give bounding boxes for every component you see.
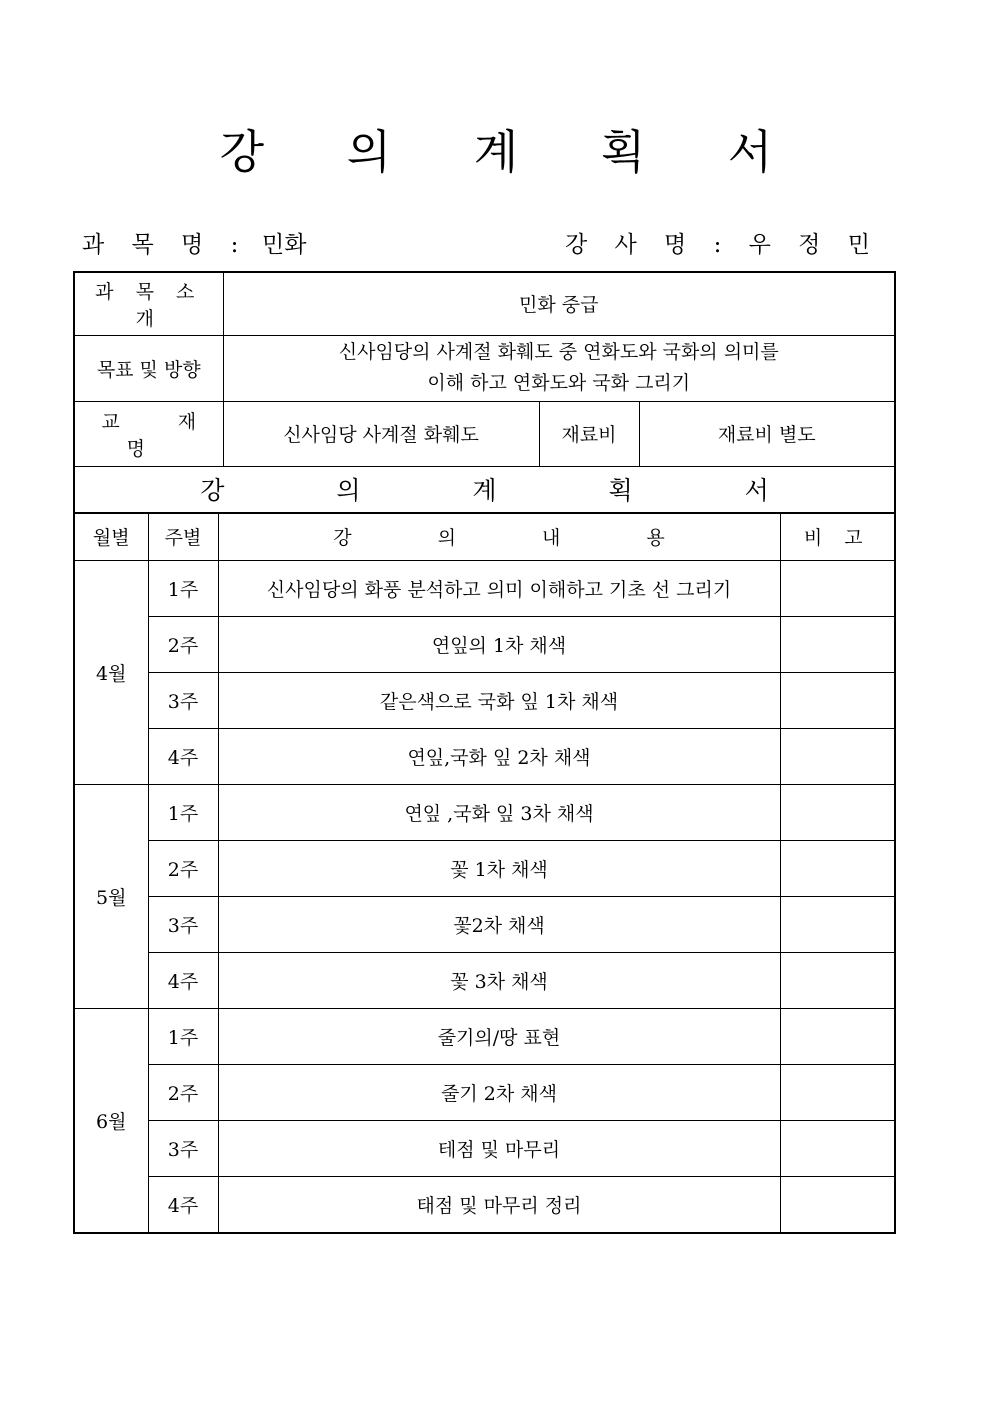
week-cell: 3주 xyxy=(148,1121,218,1177)
goal-value xyxy=(223,335,895,401)
subject-row xyxy=(82,228,307,262)
goal-line-1: 신사임당의 사계절 화훼도 중 연화도와 국화의 의미를 xyxy=(338,341,779,363)
note-cell xyxy=(780,1121,895,1177)
week-header: 주별 xyxy=(148,513,218,561)
schedule-row xyxy=(74,953,895,1009)
note-cell xyxy=(780,617,895,673)
content-cell: 테점 및 마무리 xyxy=(218,1121,780,1177)
schedule-row xyxy=(74,1177,895,1233)
month-cell: 5월 xyxy=(74,785,148,1009)
note-cell xyxy=(780,1065,895,1121)
note-cell xyxy=(780,953,895,1009)
document-title: 강 의 계 획 서 xyxy=(219,125,807,179)
intro-label: 과 목 소 개 xyxy=(74,272,223,335)
content-cell: 같은색으로 국화 잎 1차 채색 xyxy=(218,673,780,729)
note-cell xyxy=(780,1177,895,1233)
schedule-header-row xyxy=(74,513,895,561)
content-cell: 줄기의/땅 표현 xyxy=(218,1009,780,1065)
goal-line-2: 이해 하고 연화도와 국화 그리기 xyxy=(427,372,691,394)
schedule-row xyxy=(74,897,895,953)
content-cell: 연잎의 1차 채색 xyxy=(218,617,780,673)
instructor-label: 강 사 명 : 우 정 민 xyxy=(565,232,880,258)
week-cell: 2주 xyxy=(148,841,218,897)
week-cell: 1주 xyxy=(148,561,218,617)
month-header: 월별 xyxy=(74,513,148,561)
schedule-row xyxy=(74,785,895,841)
month-cell: 4월 xyxy=(74,561,148,785)
month-cell: 6월 xyxy=(74,1009,148,1233)
subject-label: 과 목 명 : xyxy=(82,232,249,258)
schedule-row xyxy=(74,561,895,617)
schedule-row xyxy=(74,1009,895,1065)
schedule-row xyxy=(74,841,895,897)
subject-value: 민화 xyxy=(262,232,307,258)
goal-label: 목표 및 방향 xyxy=(74,335,223,401)
textbook-label: 교 재 명 xyxy=(74,401,223,466)
course-info-table xyxy=(73,271,896,514)
fee-value: 재료비 별도 xyxy=(639,401,895,466)
note-cell xyxy=(780,841,895,897)
content-cell: 연잎,국화 잎 2차 채색 xyxy=(218,729,780,785)
fee-label: 재료비 xyxy=(539,401,639,466)
content-cell: 꽃 3차 채색 xyxy=(218,953,780,1009)
content-cell: 연잎 ,국화 잎 3차 채색 xyxy=(218,785,780,841)
week-cell: 2주 xyxy=(148,617,218,673)
content-cell: 줄기 2차 채색 xyxy=(218,1065,780,1121)
textbook-value: 신사임당 사계절 화훼도 xyxy=(223,401,539,466)
week-cell: 1주 xyxy=(148,1009,218,1065)
week-cell: 3주 xyxy=(148,897,218,953)
week-cell: 3주 xyxy=(148,673,218,729)
content-cell: 꽃 1차 채색 xyxy=(218,841,780,897)
week-cell: 4주 xyxy=(148,1177,218,1233)
note-cell xyxy=(780,897,895,953)
schedule-row xyxy=(74,673,895,729)
plan-section-title: 강 의 계 획 서 xyxy=(74,466,895,513)
schedule-row xyxy=(74,617,895,673)
note-cell xyxy=(780,673,895,729)
week-cell: 1주 xyxy=(148,785,218,841)
content-cell: 태점 및 마무리 정리 xyxy=(218,1177,780,1233)
schedule-row xyxy=(74,1065,895,1121)
note-cell xyxy=(780,1009,895,1065)
schedule-table xyxy=(73,512,896,1234)
note-cell xyxy=(780,561,895,617)
week-cell: 2주 xyxy=(148,1065,218,1121)
note-cell xyxy=(780,729,895,785)
content-cell: 꽃2차 채색 xyxy=(218,897,780,953)
content-cell: 신사임당의 화풍 분석하고 의미 이해하고 기초 선 그리기 xyxy=(218,561,780,617)
content-header: 강 의 내 용 xyxy=(218,513,780,561)
week-cell: 4주 xyxy=(148,729,218,785)
schedule-row xyxy=(74,729,895,785)
note-header: 비 고 xyxy=(780,513,895,561)
schedule-row xyxy=(74,1121,895,1177)
intro-value: 민화 중급 xyxy=(223,272,895,335)
note-cell xyxy=(780,785,895,841)
week-cell: 4주 xyxy=(148,953,218,1009)
